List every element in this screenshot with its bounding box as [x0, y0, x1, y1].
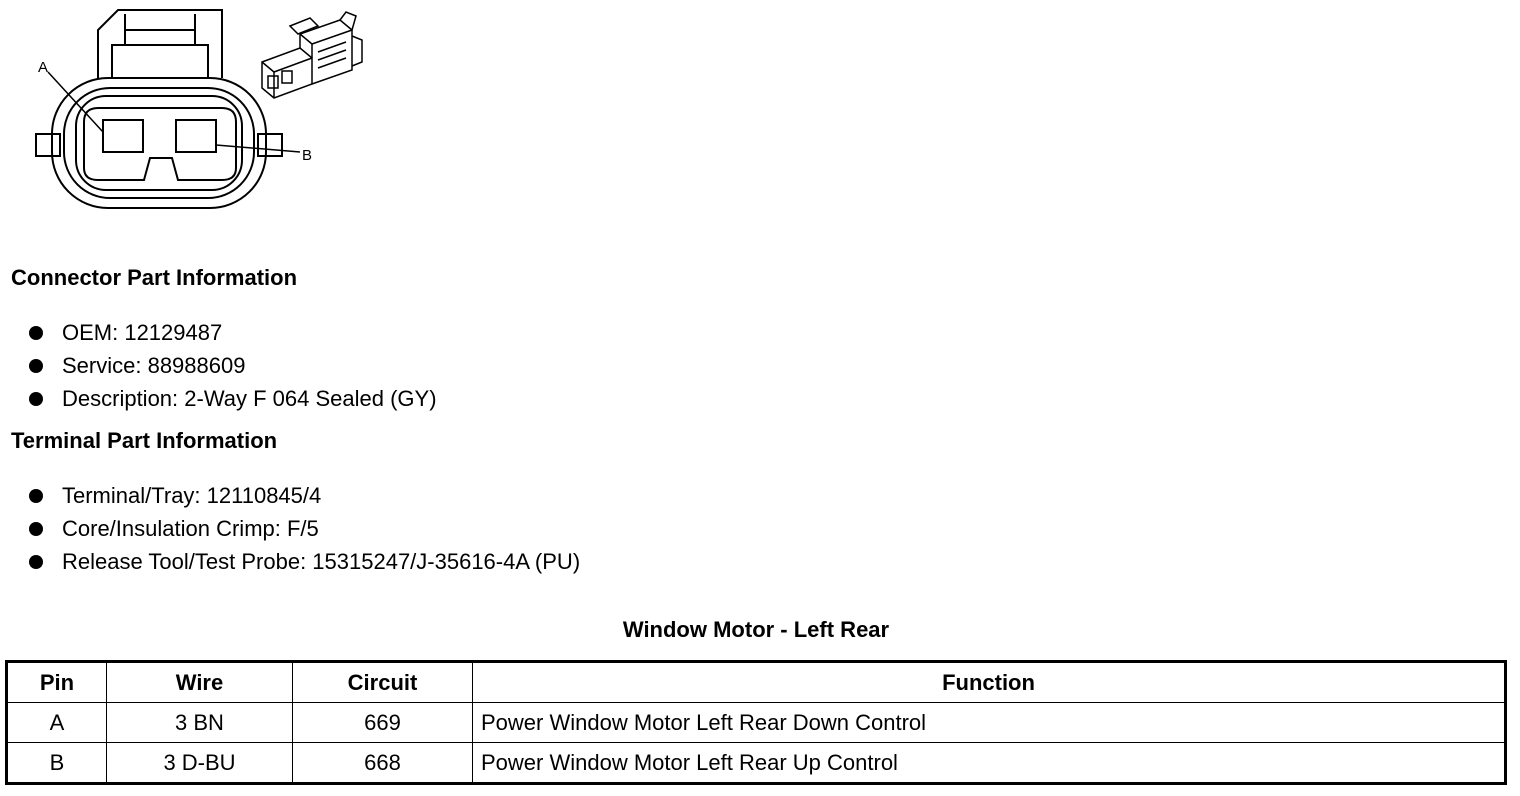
table-row [7, 703, 1506, 743]
list-item [0, 515, 580, 548]
list-item [0, 319, 437, 352]
cell-wire: 3 BN [107, 703, 293, 743]
list-item [0, 352, 437, 385]
connector-info-title: Connector Part Information [11, 265, 298, 290]
terminal-cavity-b [176, 120, 216, 152]
label-b: B [302, 147, 313, 164]
connector-diagram [0, 0, 400, 225]
cell-wire: 3 D-BU [107, 743, 293, 784]
list-item [0, 548, 580, 581]
bullet-icon [29, 359, 43, 373]
list-item [0, 385, 437, 418]
pin-table-title: Window Motor - Left Rear [622, 617, 890, 642]
bullet-icon [29, 555, 43, 569]
connector-oem: OEM: 12129487 [62, 320, 223, 345]
terminal-info-title: Terminal Part Information [11, 428, 278, 453]
terminal-cavity-a [103, 120, 143, 152]
cell-circuit: 669 [293, 703, 473, 743]
header-function: Function [473, 662, 1506, 703]
cell-circuit: 668 [293, 743, 473, 784]
bullet-icon [29, 522, 43, 536]
list-item [0, 482, 580, 515]
terminal-release-tool: Release Tool/Test Probe: 15315247/J-35616-4A (PU) [62, 549, 581, 574]
bullet-icon [29, 489, 43, 503]
cell-pin: B [7, 743, 107, 784]
connector-service: Service: 88988609 [62, 353, 246, 378]
pin-table [5, 660, 1507, 785]
connector-3d-view [262, 12, 362, 98]
terminal-info-list [0, 482, 580, 581]
cell-function: Power Window Motor Left Rear Up Control [473, 743, 1506, 784]
header-wire: Wire [107, 662, 293, 703]
connector-description: Description: 2-Way F 064 Sealed (GY) [62, 386, 437, 411]
terminal-tray: Terminal/Tray: 12110845/4 [62, 483, 322, 508]
terminal-crimp: Core/Insulation Crimp: F/5 [62, 516, 319, 541]
bullet-icon [29, 326, 43, 340]
header-pin: Pin [7, 662, 107, 703]
cell-pin: A [7, 703, 107, 743]
connector-right-ear [258, 134, 282, 156]
table-row [7, 743, 1506, 784]
table-header-row [7, 662, 1506, 703]
label-a: A [38, 59, 49, 76]
connector-left-ear [36, 134, 60, 156]
bullet-icon [29, 392, 43, 406]
header-circuit: Circuit [293, 662, 473, 703]
cell-function: Power Window Motor Left Rear Down Control [473, 703, 1506, 743]
connector-info-list [0, 319, 437, 418]
